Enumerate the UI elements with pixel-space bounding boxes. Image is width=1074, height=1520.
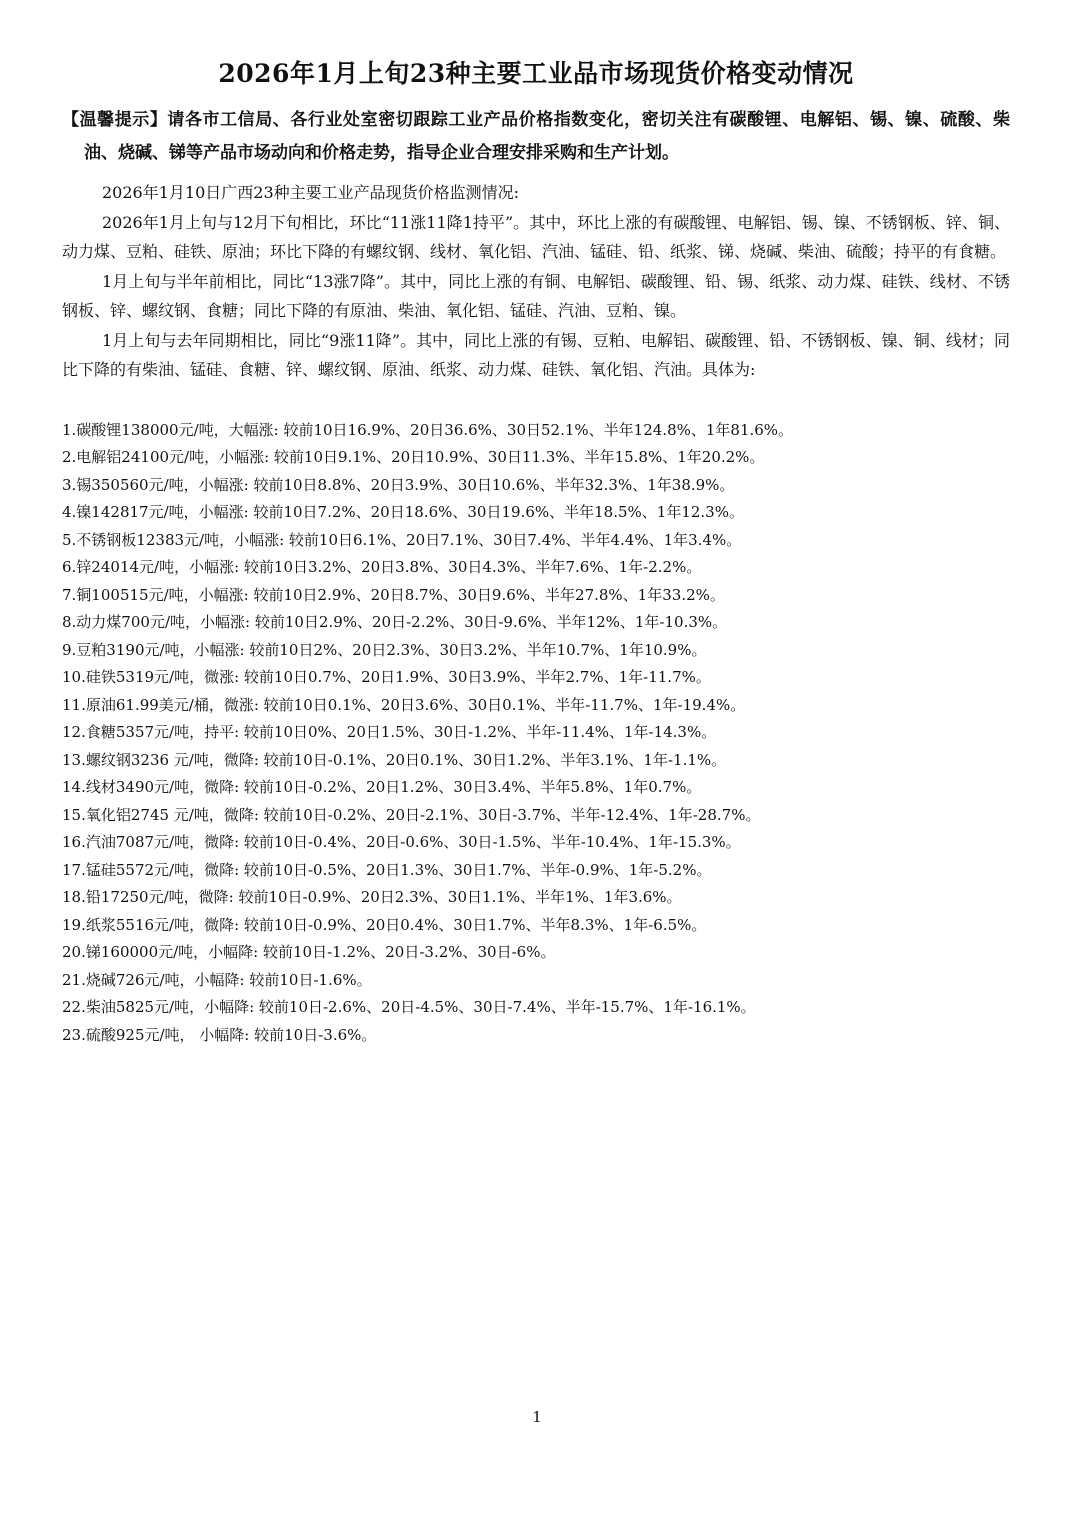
list-item: 5.不锈钢板12383元/吨，小幅涨: 较前10日6.1%、20日7.1%、30日7.4%、半年4.4%、1年3.4%。	[62, 530, 742, 549]
list-item: 23.硫酸925元/吨， 小幅降: 较前10日-3.6%。	[62, 1025, 377, 1044]
list-item: 3.锡350560元/吨，小幅涨: 较前10日8.8%、20日3.9%、30日10.6%、半年32.3%、1年38.9%。	[62, 475, 735, 494]
list-item: 18.铅17250元/吨，微降: 较前10日-0.9%、20日2.3%、30日1.1%、半年1%、1年3.6%。	[62, 888, 682, 906]
page-number: 1	[532, 1408, 542, 1426]
list-item: 2.电解铝24100元/吨，小幅涨: 较前10日9.1%、20日10.9%、30日11.3%、半年15.8%、1年20.2%。	[62, 448, 765, 466]
price-list	[62, 417, 1010, 1050]
list-item: 16.汽油7087元/吨，微降: 较前10日-0.4%、20日-0.6%、30日-1.5%、半年-10.4%、1年-15.3%。	[62, 833, 741, 851]
list-item: 19.纸浆5516元/吨，微降: 较前10日-0.9%、20日0.4%、30日1.7%、半年8.3%、1年-6.5%。	[62, 915, 707, 934]
list-item: 22.柴油5825元/吨，小幅降: 较前10日-2.6%、20日-4.5%、30日-7.4%、半年-15.7%、1年-16.1%。	[62, 998, 756, 1016]
document-page	[62, 56, 1010, 1049]
warm-tip: 【温馨提示】请各市工信局、各行业处室密切跟踪工业产品价格指数变化，密切关注有碳酸锂、电解铝、锡、镍、硫酸、柴油、烧碱、锑等产品市场动向和价格走势，指导企业合理安排采购和生产计划。	[62, 110, 1010, 163]
list-item: 6.锌24014元/吨，小幅涨: 较前10日3.2%、20日3.8%、30日4.3%、半年7.6%、1年-2.2%。	[62, 558, 702, 576]
list-item: 11.原油61.99美元/桶，微涨: 较前10日0.1%、20日3.6%、30日0.1%、半年-11.7%、1年-19.4%。	[62, 695, 746, 714]
list-item: 14.线材3490元/吨，微降: 较前10日-0.2%、20日1.2%、30日3.4%、半年5.8%、1年0.7%。	[62, 778, 702, 796]
half-year-paragraph: 1月上旬与半年前相比，同比“13涨7降”。其中，同比上涨的有铜、电解铝、碳酸锂、铅、锡、纸浆、动力煤、硅铁、线材、不锈钢板、锌、螺纹钢、食糖；同比下降的有原油、柴油、氧化铝、锰硅、汽油、豆粕、镍。	[62, 271, 1010, 320]
list-item: 20.锑160000元/吨，小幅降: 较前10日-1.2%、20日-3.2%、30日-6%。	[62, 943, 556, 961]
list-item: 21.烧碱726元/吨，小幅降: 较前10日-1.6%。	[62, 970, 372, 989]
list-item: 7.铜100515元/吨，小幅涨: 较前10日2.9%、20日8.7%、30日9.6%、半年27.8%、1年33.2%。	[62, 585, 725, 604]
list-item: 8.动力煤700元/吨，小幅涨: 较前10日2.9%、20日-2.2%、30日-9.6%、半年12%、1年-10.3%。	[62, 613, 728, 631]
list-item: 13.螺纹钢3236 元/吨，微降: 较前10日-0.1%、20日0.1%、30日1.2%、半年3.1%、1年-1.1%。	[62, 750, 727, 769]
list-item: 15.氧化铝2745 元/吨，微降: 较前10日-0.2%、20日-2.1%、30日-3.7%、半年-12.4%、1年-28.7%。	[62, 805, 761, 824]
list-item: 4.镍142817元/吨，小幅涨: 较前10日7.2%、20日18.6%、30日19.6%、半年18.5%、1年12.3%。	[62, 503, 744, 521]
year-on-year-paragraph: 1月上旬与去年同期相比，同比“9涨11降”。其中，同比上涨的有锡、豆粕、电解铝、碳酸锂、铅、不锈钢板、镍、铜、线材；同比下降的有柴油、锰硅、食糖、锌、螺纹钢、原油、纸浆、动力煤、硅铁、氧化铝、汽油。具体为:	[62, 330, 1010, 379]
list-item: 17.锰硅5572元/吨，微降: 较前10日-0.5%、20日1.3%、30日1.7%、半年-0.9%、1年-5.2%。	[62, 860, 712, 879]
document-title: 2026年1月上旬23种主要工业品市场现货价格变动情况	[218, 59, 854, 88]
month-on-month-paragraph: 2026年1月上旬与12月下旬相比，环比“11涨11降1持平”。其中，环比上涨的有碳酸锂、电解铝、锡、镍、不锈钢板、锌、铜、动力煤、豆粕、硅铁、原油；环比下降的有螺纹钢、线材、氧化铝、汽油、锰硅、铅、纸浆、锑、烧碱、柴油、硫酸；持平的有食糖。	[62, 212, 1010, 261]
intro-paragraph: 2026年1月10日广西23种主要工业产品现货价格监测情况:	[102, 183, 520, 202]
list-item: 1.碳酸锂138000元/吨，大幅涨: 较前10日16.9%、20日36.6%、30日52.1%、半年124.8%、1年81.6%。	[62, 420, 794, 439]
list-item: 10.硅铁5319元/吨，微涨: 较前10日0.7%、20日1.9%、30日3.9%、半年2.7%、1年-11.7%。	[62, 668, 711, 686]
list-item: 12.食糖5357元/吨，持平: 较前10日0%、20日1.5%、30日-1.2%、半年-11.4%、1年-14.3%。	[62, 723, 717, 741]
list-item: 9.豆粕3190元/吨，小幅涨: 较前10日2%、20日2.3%、30日3.2%、半年10.7%、1年10.9%。	[62, 640, 707, 659]
